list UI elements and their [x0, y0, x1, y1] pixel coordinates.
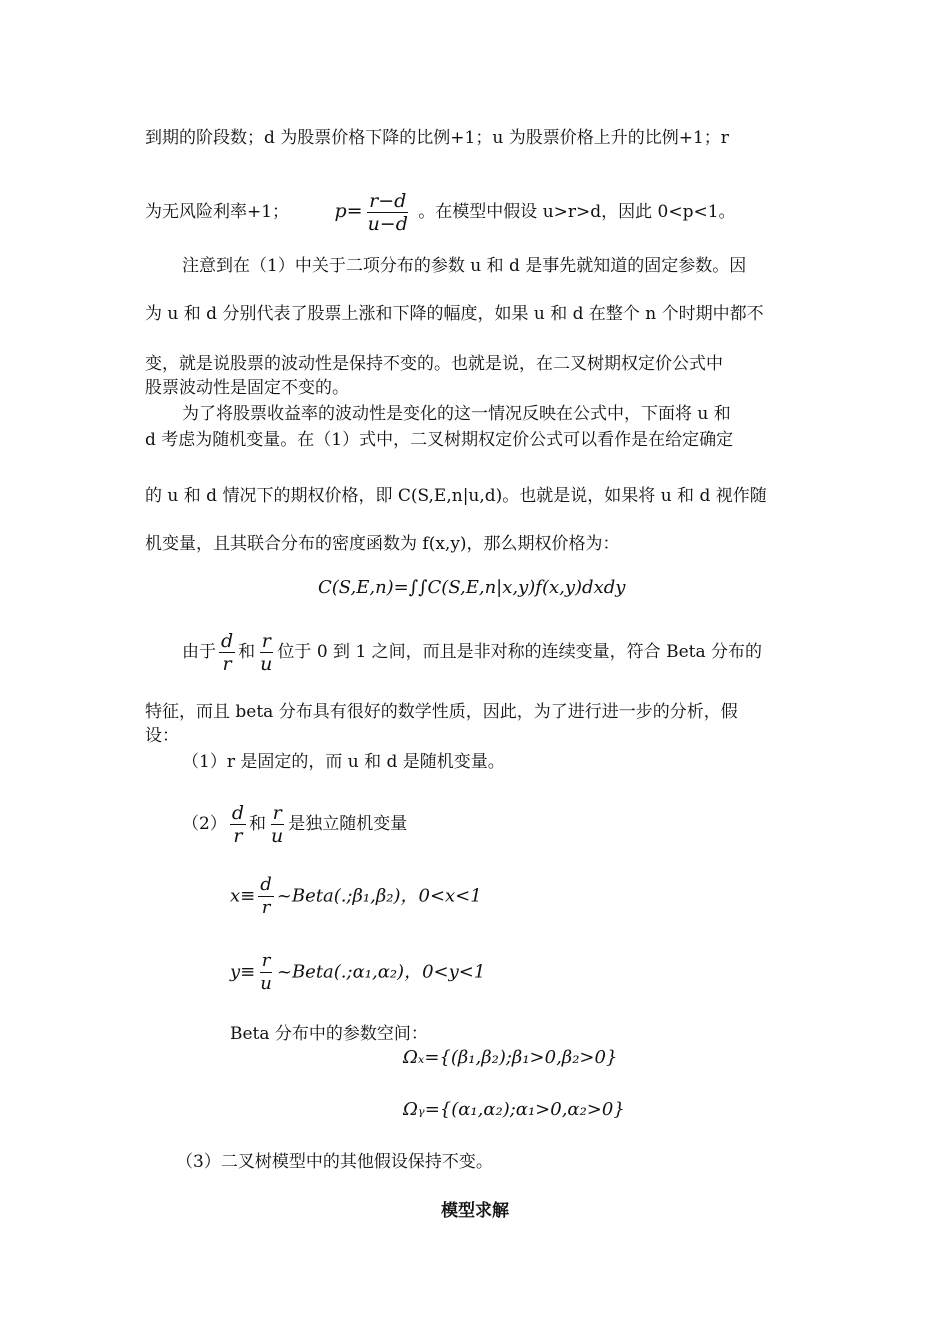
fraction-r-over-u [258, 950, 274, 995]
equation-omega-y: Ωᵧ={(α₁,α₂);α₁>0,α₂>0} [403, 1099, 625, 1120]
text-line: 为 u 和 d 分别代表了股票上涨和下降的幅度，如果 u 和 d 在整个 n 个时期中都不 [145, 304, 764, 324]
text-line: 注意到在（1）中关于二项分布的参数 u 和 d 是事先就知道的固定参数。因 [182, 256, 747, 276]
text-line: 的 u 和 d 情况下的期权价格，即 C(S,E,n|u,d)。也就是说，如果将 u 和 d 视作随 [145, 486, 767, 506]
fraction-numerator: r−d [369, 190, 407, 212]
fraction-numerator: r [261, 630, 271, 652]
fraction-numerator: d [221, 630, 234, 652]
assumption-3: （3）二叉树模型中的其他假设保持不变。 [176, 1152, 493, 1172]
fraction-numerator: r [261, 950, 271, 971]
equation-omega-x: Ωₓ={(β₁,β₂);β₁>0,β₂>0} [403, 1047, 618, 1068]
fraction-d-over-r [219, 630, 235, 675]
fraction-denominator: r [261, 897, 271, 918]
parameter-space-label: Beta 分布中的参数空间： [230, 1024, 428, 1044]
section-heading: 模型求解 [441, 1201, 509, 1221]
equation-x-beta [230, 874, 482, 919]
equation-lhs: y≡ [230, 961, 256, 983]
equation-option-price: C(S,E,n)=∫∫C(S,E,n|x,y)f(x,y)dxdy [318, 577, 626, 598]
fraction-denominator: r [233, 825, 243, 847]
text-span: 是独立随机变量 [288, 814, 408, 834]
text-line: 为了将股票收益率的波动性是变化的这一情况反映在公式中，下面将 u 和 [182, 404, 731, 424]
fraction-d-over-r [230, 802, 246, 847]
text-span: 。在模型中假设 u>r>d，因此 0<p<1。 [418, 202, 736, 222]
fraction-denominator: u−d [367, 213, 408, 235]
formula-p: p= [334, 200, 363, 222]
text-line: d 考虑为随机变量。在（1）式中，二叉树期权定价公式可以看作是在给定确定 [145, 430, 734, 450]
fraction-numerator: r [272, 802, 282, 824]
fraction-denominator: r [222, 653, 232, 675]
text-line: 变，就是说股票的波动性是保持不变的。也就是说，在二叉树期权定价公式中 [145, 354, 723, 374]
fraction-denominator: u [271, 825, 284, 847]
text-line: 股票波动性是固定不变的。 [145, 378, 349, 398]
fraction-r-over-u [269, 802, 285, 847]
fraction-numerator: d [231, 802, 244, 824]
fraction-denominator: u [260, 653, 273, 675]
text-span: 和 [238, 642, 256, 662]
assumption-1: （1）r 是固定的，而 u 和 d 是随机变量。 [182, 752, 505, 772]
fraction-denominator: u [260, 973, 272, 994]
equation-y-beta [230, 950, 485, 995]
text-line: 设： [145, 726, 179, 746]
text-line: 特征，而且 beta 分布具有很好的数学性质，因此，为了进行进一步的分析，假 [145, 702, 738, 722]
text-span: （2） [182, 814, 227, 834]
text-line-with-fractions [182, 630, 847, 675]
text-span: 位于 0 到 1 之间，而且是非对称的连续变量，符合 Beta 分布的 [277, 642, 762, 662]
text-line-with-formula [145, 190, 810, 235]
fraction-numerator: d [260, 874, 272, 895]
text-span: 由于 [182, 642, 216, 662]
equation-lhs: x≡ [230, 885, 256, 907]
fraction-p [366, 190, 410, 235]
text-span: 为无风险利率+1； [145, 202, 290, 222]
fraction-r-over-u [258, 630, 274, 675]
equation-rhs: ~Beta(.;β₁,β₂)，0<x<1 [276, 885, 482, 907]
assumption-2 [182, 802, 847, 847]
fraction-d-over-r [258, 874, 274, 919]
text-span: 和 [249, 814, 266, 834]
text-line: 到期的阶段数；d 为股票价格下降的比例+1；u 为股票价格上升的比例+1；r [145, 128, 729, 148]
text-line: 机变量，且其联合分布的密度函数为 f(x,y)，那么期权价格为： [145, 534, 620, 554]
equation-rhs: ~Beta(.;α₁,α₂)，0<y<1 [276, 961, 486, 983]
